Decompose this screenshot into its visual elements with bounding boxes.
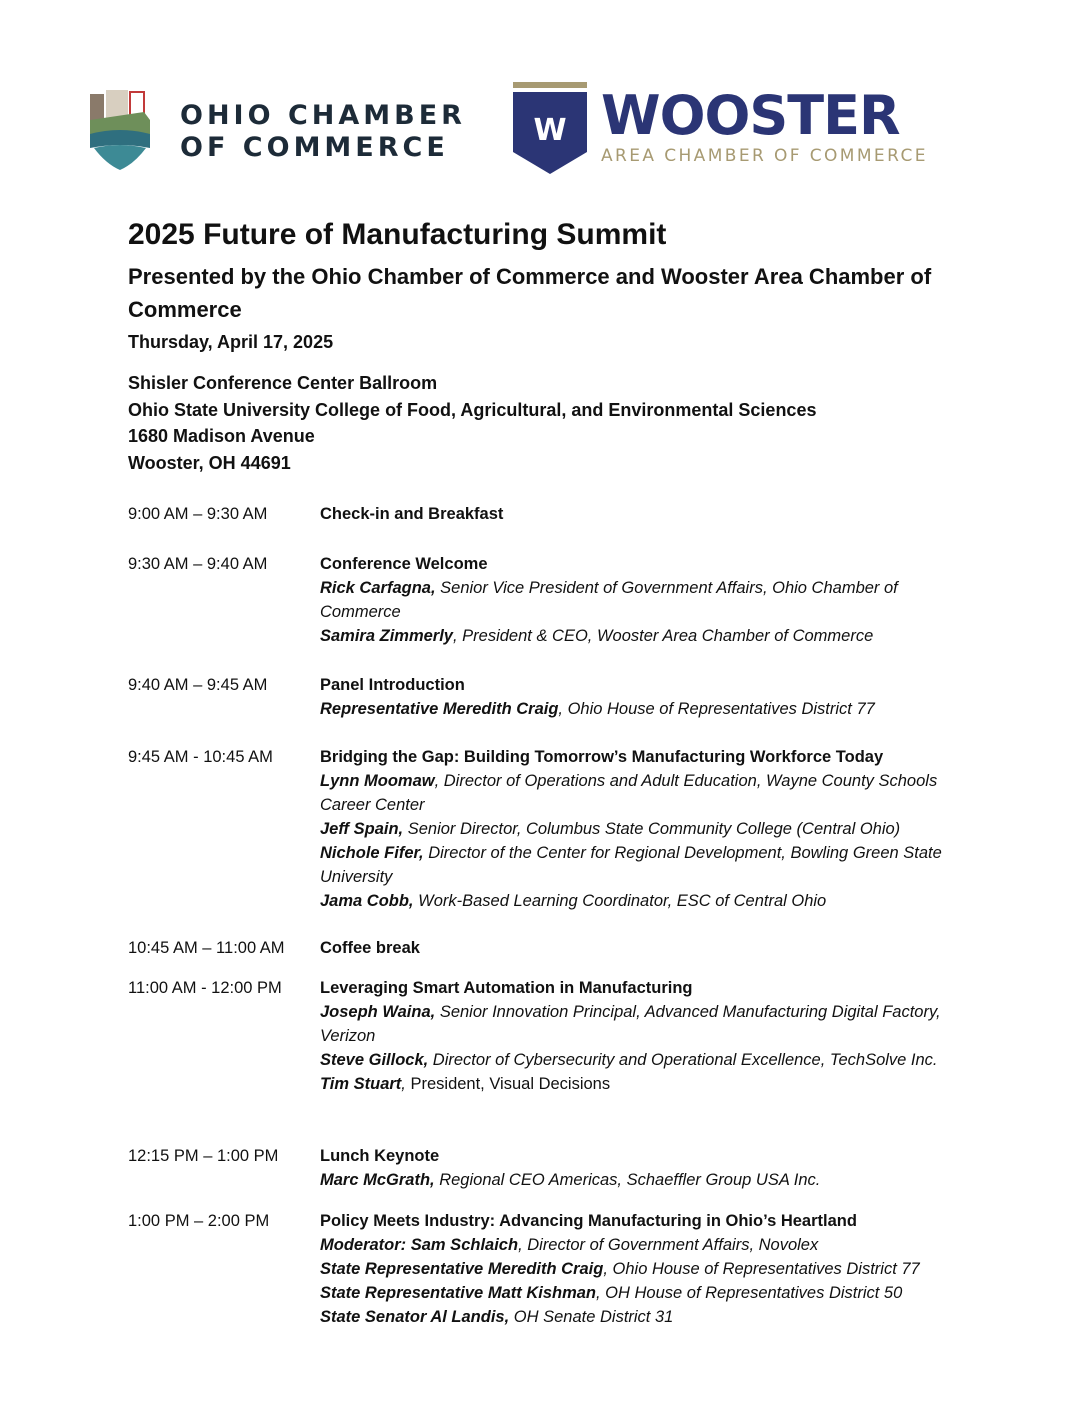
speaker xyxy=(320,1168,960,1192)
agenda-time: 9:45 AM - 10:45 AM xyxy=(128,748,273,766)
wooster-name: WOOSTER xyxy=(601,84,900,147)
speaker-name: State Representative Matt Kishman xyxy=(320,1284,596,1302)
page-subtitle: Presented by the Ohio Chamber of Commerce and Wooster Area Chamber of Commerce xyxy=(128,264,932,322)
speaker-name: Steve Gillock, xyxy=(320,1051,429,1069)
ohio-chamber-line2: OF COMMERCE xyxy=(180,132,449,163)
agenda-session: Panel Introduction xyxy=(320,676,465,694)
ohio-chamber-line1: OHIO CHAMBER xyxy=(180,100,466,131)
speaker-role: , Director of Operations and Adult Education, Wayne County Schools Career Center xyxy=(320,772,938,814)
speaker-role: , President & CEO, Wooster Area Chamber of Commerce xyxy=(452,627,874,645)
wooster-chamber-logo xyxy=(513,82,973,174)
speaker-name: Rick Carfagna, xyxy=(320,579,436,597)
speaker-name: Samira Zimmerly xyxy=(320,627,453,645)
speaker-name: Lynn Moomaw xyxy=(320,772,435,790)
speaker xyxy=(320,697,960,721)
speaker-role: , Ohio House of Representatives District 77 xyxy=(603,1260,920,1278)
venue-name: Shisler Conference Center Ballroom xyxy=(128,373,438,393)
speaker-name: Marc McGrath, xyxy=(320,1171,435,1189)
agenda-time: 9:40 AM – 9:45 AM xyxy=(128,676,268,694)
agenda-session: Lunch Keynote xyxy=(320,1147,440,1165)
agenda-session: Policy Meets Industry: Advancing Manufacturing in Ohio’s Heartland xyxy=(320,1212,857,1230)
wooster-shield-letter: W xyxy=(533,113,567,148)
speaker xyxy=(320,1281,960,1305)
agenda-time: 1:00 PM – 2:00 PM xyxy=(128,1212,270,1230)
speaker xyxy=(320,817,960,841)
speaker xyxy=(320,624,960,648)
speaker-role: , OH House of Representatives District 50 xyxy=(596,1284,903,1302)
speaker xyxy=(320,841,960,889)
speaker-name: Representative Meredith Craig xyxy=(320,700,559,718)
agenda-session: Leveraging Smart Automation in Manufacturing xyxy=(320,979,693,997)
speaker xyxy=(320,889,960,913)
speaker-name: Joseph Waina, xyxy=(320,1003,436,1021)
speaker-role: , Ohio House of Representatives District 77 xyxy=(558,700,875,718)
speaker-role: Senior Innovation Principal, Advanced Manufacturing Digital Factory, Verizon xyxy=(320,1003,941,1045)
speaker xyxy=(320,1048,960,1072)
agenda-session: Conference Welcome xyxy=(320,555,488,573)
agenda-session: Bridging the Gap: Building Tomorrow’s Manufacturing Workforce Today xyxy=(320,748,884,766)
speaker xyxy=(320,1072,960,1096)
speaker-name: Nichole Fifer, xyxy=(320,844,424,862)
speaker-name: Jama Cobb, xyxy=(320,892,414,910)
agenda-time: 10:45 AM – 11:00 AM xyxy=(128,939,285,957)
speaker-role: Director of the Center for Regional Development, Bowling Green State University xyxy=(320,844,942,886)
speaker-name: State Senator Al Landis, xyxy=(320,1308,510,1326)
venue-institution: Ohio State University College of Food, Agricultural, and Environmental Sciences xyxy=(128,399,817,420)
speaker xyxy=(320,1257,960,1281)
venue-street: 1680 Madison Avenue xyxy=(128,426,315,446)
speaker-name: Tim Stuart xyxy=(320,1075,402,1093)
ohio-chamber-shield-icon xyxy=(90,90,152,170)
speaker-role: , xyxy=(401,1075,406,1093)
wooster-shield-icon xyxy=(513,82,587,174)
agenda-time: 11:00 AM - 12:00 PM xyxy=(128,979,282,997)
agenda-time: 9:00 AM – 9:30 AM xyxy=(128,505,268,523)
speaker-role: Work-Based Learning Coordinator, ESC of Central Ohio xyxy=(413,892,827,910)
speaker-role: Senior Vice President of Government Affairs, Ohio Chamber of Commerce xyxy=(320,579,898,621)
speaker xyxy=(320,769,960,817)
speaker xyxy=(320,1233,960,1257)
ohio-chamber-logo xyxy=(90,90,466,172)
speaker xyxy=(320,1000,960,1048)
speaker xyxy=(320,1305,960,1329)
event-date: Thursday, April 17, 2025 xyxy=(128,332,334,352)
speaker-role: OH Senate District 31 xyxy=(509,1308,674,1326)
agenda-session: Coffee break xyxy=(320,939,420,957)
page-title: 2025 Future of Manufacturing Summit xyxy=(128,218,667,251)
venue-city: Wooster, OH 44691 xyxy=(128,452,291,473)
speaker xyxy=(320,576,960,624)
venue-block xyxy=(128,370,816,476)
speaker-name: State Representative Meredith Craig xyxy=(320,1260,604,1278)
agenda-session: Check-in and Breakfast xyxy=(320,505,504,523)
speaker-role-upright: President, Visual Decisions xyxy=(405,1075,611,1093)
agenda-time: 12:15 PM – 1:00 PM xyxy=(128,1147,279,1165)
speaker-name: Moderator: Sam Schlaich xyxy=(320,1236,519,1254)
speaker-name: Jeff Spain, xyxy=(320,820,404,838)
agenda-time: 9:30 AM – 9:40 AM xyxy=(128,555,268,573)
speaker-role: Senior Director, Columbus State Community College (Central Ohio) xyxy=(403,820,901,838)
speaker-role: Director of Cybersecurity and Operational Excellence, TechSolve Inc. xyxy=(428,1051,938,1069)
wooster-subtitle: AREA CHAMBER OF COMMERCE xyxy=(601,146,928,166)
speaker-role: , Director of Government Affairs, Novolex xyxy=(518,1236,819,1254)
speaker-role: Regional CEO Americas, Schaeffler Group USA Inc. xyxy=(434,1171,821,1189)
